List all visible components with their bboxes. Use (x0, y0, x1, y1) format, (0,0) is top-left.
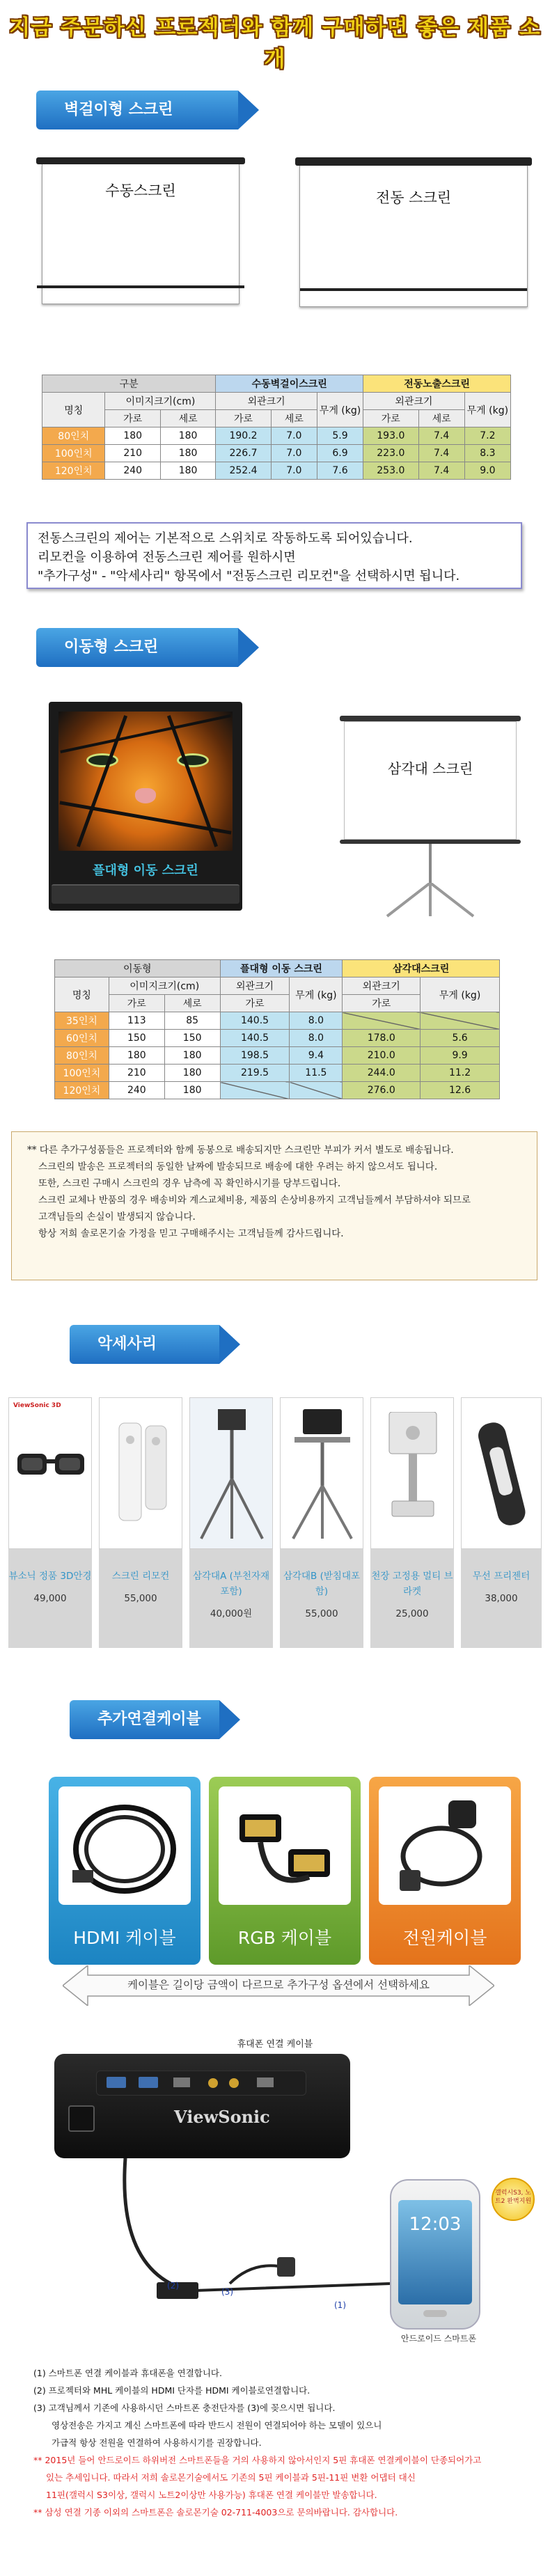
table-row (42, 445, 511, 462)
electric-screen-label: 전동 스크린 (375, 189, 452, 206)
notice-line: 고객님들의 손실이 발생되지 않습니다. (38, 1211, 196, 1223)
table-cell: 60인치 (55, 1030, 109, 1047)
table-header: 명칭 (55, 977, 109, 1012)
accessory-name: 무선 프리젠터 (472, 1571, 531, 1582)
remote-icon (116, 1419, 169, 1530)
table-cell: 240 (105, 462, 160, 480)
step-line: (1) 스마트폰 연결 케이블과 휴대폰을 연결합니다. (33, 2368, 222, 2378)
table-cell: 7.0 (271, 462, 317, 480)
tripod-table-icon (288, 1409, 357, 1541)
electric-screen-image (295, 157, 532, 307)
table-header: 외관크기 (220, 977, 290, 995)
table-header: 세로 (164, 995, 220, 1012)
tiger-picture (58, 712, 233, 851)
step-line: 가급적 항상 전원을 연결하여 사용하시기를 권장합니다. (52, 2437, 262, 2448)
note-line: 리모컨을 이용하여 전동스크린 제어를 원하시면 (38, 550, 296, 565)
phone-screen (398, 2200, 472, 2304)
table-cell: 113 (109, 1012, 164, 1030)
phone-label: 안드로이드 스마트폰 (400, 2334, 477, 2343)
accessory-image (189, 1397, 273, 1549)
section-banner-wall (36, 91, 238, 129)
projector-image (54, 2054, 350, 2158)
screen-surface (42, 164, 239, 304)
table-cell: 7.0 (271, 445, 317, 462)
table-cell: 120인치 (55, 1082, 109, 1099)
projector-ports (96, 2071, 306, 2096)
warning-line: 11핀(갤럭시 S3이상, 갤럭시 노트2이상만 사용가능) 휴대폰 연결 케이블만 발송합니다. (46, 2490, 377, 2500)
section-banner-cables (70, 1700, 219, 1739)
table-cell: 5.6 (421, 1030, 500, 1047)
presenter-icon (476, 1419, 528, 1530)
table-cell: 276.0 (343, 1082, 421, 1099)
floor-mobile-screen-image (49, 702, 242, 911)
section-title: 벽걸이형 스크린 (64, 101, 173, 118)
screen-surface (299, 166, 528, 307)
table-header: 세로 (160, 410, 215, 427)
table-row (55, 1030, 500, 1047)
section-title: 추가연결케이블 (97, 1711, 201, 1728)
table-header: 가로 (109, 995, 164, 1012)
table-header: 이미지크기(cm) (105, 393, 216, 410)
mobile-screen-spec-table (54, 959, 500, 1099)
table-cell: 35인치 (55, 1012, 109, 1030)
diagram-number: (2) (167, 2281, 179, 2291)
table-cell: 80인치 (55, 1047, 109, 1065)
notice-line: ** 다른 추가구성품들은 프로젝터와 함께 동봉으로 배송되지만 스크린만 부피가 커서 별도로 배송됩니다. (27, 1145, 454, 1156)
cable-card-power[interactable] (369, 1777, 521, 1965)
accessory-label (8, 1549, 92, 1648)
table-header: 가로 (363, 410, 418, 427)
shipping-notice (11, 1131, 537, 1280)
cable-card-rgb[interactable] (209, 1777, 361, 1965)
table-cell: 210.0 (343, 1047, 421, 1065)
diagram-number: (3) (221, 2287, 233, 2297)
accessory-name: 스크린 리모컨 (111, 1571, 170, 1582)
table-cell-empty (343, 1012, 421, 1030)
compatibility-badge: 갤럭시S3, 노트2 완벽지원 (492, 2178, 535, 2221)
table-cell: 180 (164, 1082, 220, 1099)
tripod-screen-label: 삼각대 스크린 (387, 760, 473, 777)
screen-top-bar (295, 157, 532, 166)
table-cell-empty (290, 1082, 343, 1099)
accessory-item-presenter[interactable] (461, 1397, 542, 1648)
accessory-image (461, 1397, 542, 1549)
ceiling-bracket-icon (384, 1412, 442, 1530)
cable-image (379, 1786, 511, 1905)
hdmi-cable-icon (58, 1786, 191, 1905)
table-header: 플대형 이동 스크린 (220, 960, 343, 977)
table-cell: 80인치 (42, 427, 105, 445)
table-cell: 8.0 (290, 1012, 343, 1030)
table-cell: 223.0 (363, 445, 418, 462)
screen-bottom-bar (300, 288, 527, 291)
table-header: 가로 (343, 995, 421, 1012)
section-title: 악세사리 (97, 1335, 157, 1353)
cable-card-hdmi[interactable] (49, 1777, 201, 1965)
accessory-label (370, 1549, 454, 1648)
accessory-image (370, 1397, 454, 1549)
table-cell: 12.6 (421, 1082, 500, 1099)
accessory-image: ViewSonic 3D (8, 1397, 92, 1549)
table-header: 가로 (220, 995, 290, 1012)
tripod-legs-icon (382, 883, 479, 918)
note-line: "추가구성" - "악세사리" 항목에서 "전동스크린 리모컨"을 선택하시면 됩니다. (38, 569, 460, 583)
table-cell: 120인치 (42, 462, 105, 480)
screen-bottom-bar (37, 285, 244, 288)
table-cell: 9.0 (464, 462, 510, 480)
section-title: 이동형 스크린 (64, 638, 159, 656)
table-header: 수동벽걸이스크린 (216, 375, 363, 393)
warning-line: 있는 추세입니다. 따라서 저희 솔로몬기술에서도 기존의 5핀 케이블과 5핀-11핀 변환 어댑터 대신 (46, 2472, 416, 2483)
table-cell: 240 (109, 1082, 164, 1099)
accessory-price: 25,000 (395, 1608, 429, 1619)
floor-screen-label: 플대형 이동 스크린 (93, 863, 198, 878)
table-row (42, 427, 511, 445)
table-cell: 219.5 (220, 1065, 290, 1082)
accessory-price: 55,000 (124, 1593, 157, 1604)
table-header: 세로 (271, 410, 317, 427)
table-cell: 100인치 (55, 1065, 109, 1082)
notice-line: 또한, 스크린 구매시 스크린의 경우 남측에 꼭 확인하시기를 당부드립니다. (38, 1178, 341, 1189)
projector-brand: ViewSonic (174, 2107, 270, 2127)
accessory-image (280, 1397, 363, 1549)
accessory-price: 38,000 (485, 1593, 518, 1604)
connection-steps (33, 2364, 535, 2521)
table-row (55, 1065, 500, 1082)
accessory-name: 뷰소닉 정품 3D안경 (8, 1571, 92, 1582)
accessory-image (99, 1397, 182, 1549)
table-cell: 7.2 (464, 427, 510, 445)
table-header: 명칭 (42, 393, 105, 427)
table-header: 삼각대스크린 (343, 960, 500, 977)
table-cell: 150 (164, 1030, 220, 1047)
accessory-item-3d-glasses[interactable] (8, 1397, 92, 1648)
table-cell: 180 (164, 1047, 220, 1065)
table-cell: 193.0 (363, 427, 418, 445)
diagram-number: (1) (334, 2300, 346, 2310)
notice-line: 스크린 교체나 반품의 경우 배송비와 계스교체비용, 제품의 손상비용까지 고객님들께서 부담하셔야 되므로 (38, 1195, 471, 1206)
table-cell: 180 (164, 1065, 220, 1082)
table-cell: 190.2 (216, 427, 271, 445)
cable-arrow-note: 케이블은 길이당 금액이 다르므로 추가구성 옵션에서 선택하세요 (127, 1979, 430, 1991)
table-cell: 180 (160, 427, 215, 445)
table-cell: 140.5 (220, 1030, 290, 1047)
section-banner-accessories (70, 1325, 219, 1364)
table-cell: 6.9 (317, 445, 363, 462)
table-header: 무게 (kg) (464, 393, 510, 427)
table-header: 구분 (42, 375, 216, 393)
table-row (55, 1082, 500, 1099)
accessory-item-tripod-b[interactable] (280, 1397, 363, 1648)
table-header: 무게 (kg) (290, 977, 343, 1012)
accessory-grid (8, 1397, 542, 1651)
accessory-name: 천장 고정용 멀티 브라켓 (371, 1571, 453, 1597)
table-cell: 140.5 (220, 1012, 290, 1030)
tripod-screen-image (340, 716, 521, 918)
manual-screen-image (36, 157, 245, 304)
table-cell: 244.0 (343, 1065, 421, 1082)
notice-line: 스크린의 발송은 프로젝터의 동일한 날짜에 발송되므로 배송에 대한 우려는 하지 않으셔도 됩니다. (38, 1161, 438, 1172)
screen-case (52, 884, 239, 904)
table-cell: 9.9 (421, 1047, 500, 1065)
cable-label: RGB 케이블 (237, 1928, 332, 1948)
accessory-item-bracket[interactable] (370, 1397, 454, 1648)
accessory-label (280, 1549, 363, 1648)
accessory-label (99, 1549, 182, 1648)
table-cell: 100인치 (42, 445, 105, 462)
phone-clock: 12:03 (409, 2214, 462, 2235)
table-header: 가로 (216, 410, 271, 427)
cable-image (219, 1786, 351, 1905)
note-line: 전동스크린의 제어는 기본적으로 스위치로 작동하도록 되어있습니다. (38, 531, 413, 546)
step-line: (3) 고객님께서 기존에 사용하시던 스마트폰 충전단자를 (3)에 꽂으시면 됩니다. (33, 2403, 336, 2413)
table-header: 무게 (kg) (421, 977, 500, 1012)
cable-label: 전원케이블 (402, 1928, 487, 1948)
tripod-stand-icon (197, 1409, 267, 1541)
table-cell: 11.2 (421, 1065, 500, 1082)
warning-line: ** 삼성 연결 기종 이외의 스마트폰은 솔로몬기술 02-711-4003으로 문의바랍니다. 감사합니다. (33, 2507, 398, 2518)
accessory-name: 삼각대B (받침대포함) (283, 1571, 361, 1597)
table-cell: 11.5 (290, 1065, 343, 1082)
electric-remote-note (26, 522, 522, 589)
table-cell: 210 (109, 1065, 164, 1082)
table-cell: 180 (105, 427, 160, 445)
cable-image (58, 1786, 191, 1905)
table-cell-empty (220, 1082, 290, 1099)
table-header: 외관크기 (216, 393, 317, 410)
table-cell: 226.7 (216, 445, 271, 462)
wall-screen-spec-table (42, 375, 511, 480)
table-cell: 9.4 (290, 1047, 343, 1065)
power-socket-icon (68, 2105, 95, 2132)
page-title: 지금 주문하신 프로젝터와 함께 구매하면 좋은 제품 소개 (9, 15, 541, 72)
table-header: 전동노출스크린 (363, 375, 511, 393)
table-header: 무게 (kg) (317, 393, 363, 427)
power-cable-icon (379, 1786, 511, 1905)
table-cell: 7.4 (418, 427, 464, 445)
table-header: 세로 (418, 410, 464, 427)
table-cell: 252.4 (216, 462, 271, 480)
table-cell: 5.9 (317, 427, 363, 445)
step-line: 영상전송은 가지고 계신 스마트폰에 따라 반드시 전원이 연결되어야 하는 모델이 있으니 (52, 2420, 382, 2430)
accessory-label (189, 1549, 273, 1648)
accessory-price: 55,000 (305, 1608, 338, 1619)
table-cell: 178.0 (343, 1030, 421, 1047)
table-cell: 7.0 (271, 427, 317, 445)
cable-length-arrow (63, 1965, 494, 2006)
table-cell: 180 (160, 462, 215, 480)
phone-cable-title: 휴대폰 연결 케이블 (237, 2039, 313, 2050)
accessory-price: 49,000 (33, 1593, 67, 1604)
table-header: 외관크기 (363, 393, 465, 410)
warning-line: ** 2015년 들어 안드로이드 하위버전 스마트폰들을 거의 사용하지 않아서인지 5핀 휴대폰 연결케이블이 단종되어가고 (33, 2455, 482, 2465)
table-row (42, 462, 511, 480)
table-row (55, 1047, 500, 1065)
table-header: 이동형 (55, 960, 221, 977)
table-cell: 150 (109, 1030, 164, 1047)
table-cell: 198.5 (220, 1047, 290, 1065)
rgb-cable-icon (219, 1786, 351, 1905)
accessory-label (461, 1549, 542, 1648)
table-header: 외관크기 (343, 977, 421, 995)
table-cell-empty (421, 1012, 500, 1030)
table-header: 이미지크기(cm) (109, 977, 220, 995)
step-line: (2) 프로젝터와 MHL 케이블의 HDMI 단자를 HDMI 케이블로연결합니다. (33, 2385, 311, 2396)
table-cell: 85 (164, 1012, 220, 1030)
table-cell: 7.4 (418, 445, 464, 462)
accessory-item-remote[interactable] (99, 1397, 182, 1648)
table-header: 가로 (105, 410, 160, 427)
accessory-price: 40,000원 (210, 1608, 253, 1619)
table-cell: 8.0 (290, 1030, 343, 1047)
table-cell: 180 (109, 1047, 164, 1065)
table-cell: 8.3 (464, 445, 510, 462)
accessory-name: 삼각대A (부천자재포함) (192, 1571, 270, 1597)
smartphone-image (390, 2179, 480, 2330)
table-cell: 253.0 (363, 462, 418, 480)
table-cell: 180 (160, 445, 215, 462)
cable-label: HDMI 케이블 (73, 1928, 176, 1948)
table-cell: 210 (105, 445, 160, 462)
table-cell: 7.4 (418, 462, 464, 480)
manual-screen-label: 수동스크린 (105, 182, 176, 199)
notice-line: 항상 저희 솔로몬기술 가정을 믿고 구매해주시는 고객님들께 감사드립니다. (38, 1228, 344, 1239)
table-row (55, 1012, 500, 1030)
cable-cards (49, 1777, 521, 1986)
accessory-item-tripod-a[interactable] (189, 1397, 273, 1648)
section-banner-mobile (36, 628, 238, 667)
table-cell: 7.6 (317, 462, 363, 480)
3d-glasses-icon (15, 1447, 87, 1489)
screen-top-bar (36, 157, 245, 164)
